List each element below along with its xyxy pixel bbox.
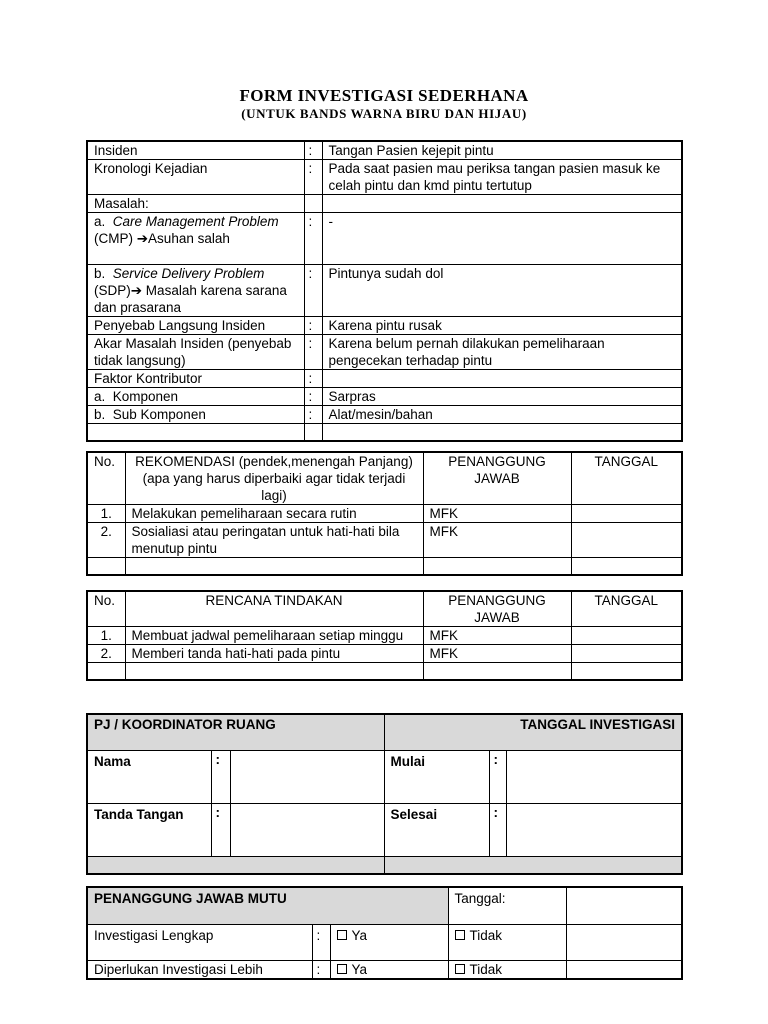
row-insiden: Insiden : Tangan Pasien kejepit pintu bbox=[87, 141, 682, 160]
row-akar: Akar Masalah Insiden (penyebab tidak langsung) : Karena belum pernah dilakukan pemeliharaan pengecekan terhadap pintu bbox=[87, 335, 682, 370]
rencana-header bbox=[87, 591, 682, 627]
row-kronologi: Kronologi Kejadian : Pada saat pasien mau periksa tangan pasien masuk ke celah pintu dan kmd pintu tertutup bbox=[87, 160, 682, 195]
checkbox-icon[interactable] bbox=[337, 930, 347, 940]
subkomponen-value: Alat/mesin/bahan bbox=[322, 406, 682, 424]
komponen-value: Sarpras bbox=[322, 388, 682, 406]
investigasi-lengkap-label: Investigasi Lengkap bbox=[87, 925, 312, 961]
table-row: 2. Sosialiasi atau peringatan untuk hati-hati bila menutup pintu MFK bbox=[87, 523, 682, 558]
koordinator-header bbox=[87, 714, 682, 751]
row-tanda-selesai: Tanda Tangan : Selesai : bbox=[87, 804, 682, 857]
header-tanggal: TANGGAL bbox=[571, 452, 682, 505]
lengkap-ya-option[interactable]: Ya bbox=[330, 925, 448, 961]
table-row: 2. Memberi tanda hati-hati pada pintu MFK bbox=[87, 645, 682, 663]
koordinator-footer bbox=[87, 857, 682, 875]
mulai-field[interactable] bbox=[506, 751, 682, 804]
subkomponen-label: b. Sub Komponen bbox=[87, 406, 304, 424]
row-sdp: b. Service Delivery Problem (SDP)➔ Masalah karena sarana dan prasarana : Pintunya sudah dol bbox=[87, 265, 682, 317]
investigasi-lebih-label: Diperlukan Investigasi Lebih bbox=[87, 961, 312, 980]
table-row: 1. Melakukan pemeliharaan secara rutin MFK bbox=[87, 505, 682, 523]
nama-field[interactable] bbox=[230, 751, 384, 804]
rencana-table bbox=[86, 590, 683, 681]
checkbox-icon[interactable] bbox=[455, 930, 465, 940]
header-no: No. bbox=[87, 591, 125, 627]
penyebab-label: Penyebab Langsung Insiden bbox=[87, 317, 304, 335]
mutu-table bbox=[86, 886, 683, 980]
incident-table bbox=[86, 140, 683, 442]
komponen-label: a. Komponen bbox=[87, 388, 304, 406]
selesai-label: Selesai bbox=[384, 804, 489, 857]
rekomendasi-table bbox=[86, 451, 683, 576]
insiden-value: Tangan Pasien kejepit pintu bbox=[322, 141, 682, 160]
cmp-value: - bbox=[322, 213, 682, 265]
header-rencana-tindakan: RENCANA TINDAKAN bbox=[125, 591, 423, 627]
mutu-header bbox=[87, 887, 682, 925]
rekomendasi-header bbox=[87, 452, 682, 505]
kronologi-value: Pada saat pasien mau periksa tangan pasien masuk ke celah pintu dan kmd pintu tertutup bbox=[322, 160, 682, 195]
row-empty bbox=[87, 424, 682, 442]
faktor-label: Faktor Kontributor bbox=[87, 370, 304, 388]
header-tanggal: TANGGAL bbox=[571, 591, 682, 627]
sdp-label: b. Service Delivery Problem (SDP)➔ Masalah karena sarana dan prasarana bbox=[87, 265, 304, 317]
akar-label: Akar Masalah Insiden (penyebab tidak langsung) bbox=[87, 335, 304, 370]
cmp-label: a. Care Management Problem (CMP) ➔Asuhan salah bbox=[87, 213, 304, 265]
lengkap-tidak-option[interactable]: Tidak bbox=[448, 925, 566, 961]
koordinator-table bbox=[86, 713, 683, 875]
header-no: No. bbox=[87, 452, 125, 505]
sdp-value: Pintunya sudah dol bbox=[322, 265, 682, 317]
row-nama-mulai: Nama : Mulai : bbox=[87, 751, 682, 804]
tanda-tangan-field[interactable] bbox=[230, 804, 384, 857]
row-subkomponen: b. Sub Komponen : Alat/mesin/bahan bbox=[87, 406, 682, 424]
table-row-empty bbox=[87, 558, 682, 576]
tanggal-label: Tanggal: bbox=[448, 887, 566, 925]
row-penyebab: Penyebab Langsung Insiden : Karena pintu rusak bbox=[87, 317, 682, 335]
header-rekomendasi: REKOMENDASI (pendek,menengah Panjang) (apa yang harus diperbaiki agar tidak terjadi lagi) bbox=[125, 452, 423, 505]
selesai-field[interactable] bbox=[506, 804, 682, 857]
kronologi-label: Kronologi Kejadian bbox=[87, 160, 304, 195]
insiden-label: Insiden bbox=[87, 141, 304, 160]
masalah-label: Masalah: bbox=[87, 195, 304, 213]
row-faktor: Faktor Kontributor : bbox=[87, 370, 682, 388]
header-penanggung-jawab: PENANGGUNG JAWAB bbox=[423, 452, 571, 505]
row-investigasi-lebih: Diperlukan Investigasi Lebih : Ya Tidak bbox=[87, 961, 682, 980]
row-masalah bbox=[87, 195, 682, 213]
tanggal-field[interactable] bbox=[566, 887, 682, 925]
row-investigasi-lengkap: Investigasi Lengkap : Ya Tidak bbox=[87, 925, 682, 961]
row-komponen: a. Komponen : Sarpras bbox=[87, 388, 682, 406]
checkbox-icon[interactable] bbox=[455, 964, 465, 974]
mulai-label: Mulai bbox=[384, 751, 489, 804]
lebih-ya-option[interactable]: Ya bbox=[330, 961, 448, 980]
checkbox-icon[interactable] bbox=[337, 964, 347, 974]
row-cmp: a. Care Management Problem (CMP) ➔Asuhan salah : - bbox=[87, 213, 682, 265]
form-title: FORM INVESTIGASI SEDERHANA bbox=[239, 86, 529, 105]
header-penanggung-jawab: PENANGGUNG JAWAB bbox=[423, 591, 571, 627]
penanggung-jawab-mutu-header: PENANGGUNG JAWAB MUTU bbox=[87, 887, 448, 925]
akar-value: Karena belum pernah dilakukan pemeliharaan pengecekan terhadap pintu bbox=[322, 335, 682, 370]
nama-label: Nama bbox=[87, 751, 211, 804]
tanggal-investigasi-header: TANGGAL INVESTIGASI bbox=[384, 714, 682, 751]
tanda-tangan-label: Tanda Tangan bbox=[87, 804, 211, 857]
penyebab-value: Karena pintu rusak bbox=[322, 317, 682, 335]
table-row-empty bbox=[87, 663, 682, 681]
form-subtitle: (UNTUK BANDS WARNA BIRU DAN HIJAU) bbox=[241, 106, 527, 121]
koordinator-ruang-header: PJ / KOORDINATOR RUANG bbox=[87, 714, 384, 751]
table-row: 1. Membuat jadwal pemeliharaan setiap minggu MFK bbox=[87, 627, 682, 645]
lebih-tidak-option[interactable]: Tidak bbox=[448, 961, 566, 980]
